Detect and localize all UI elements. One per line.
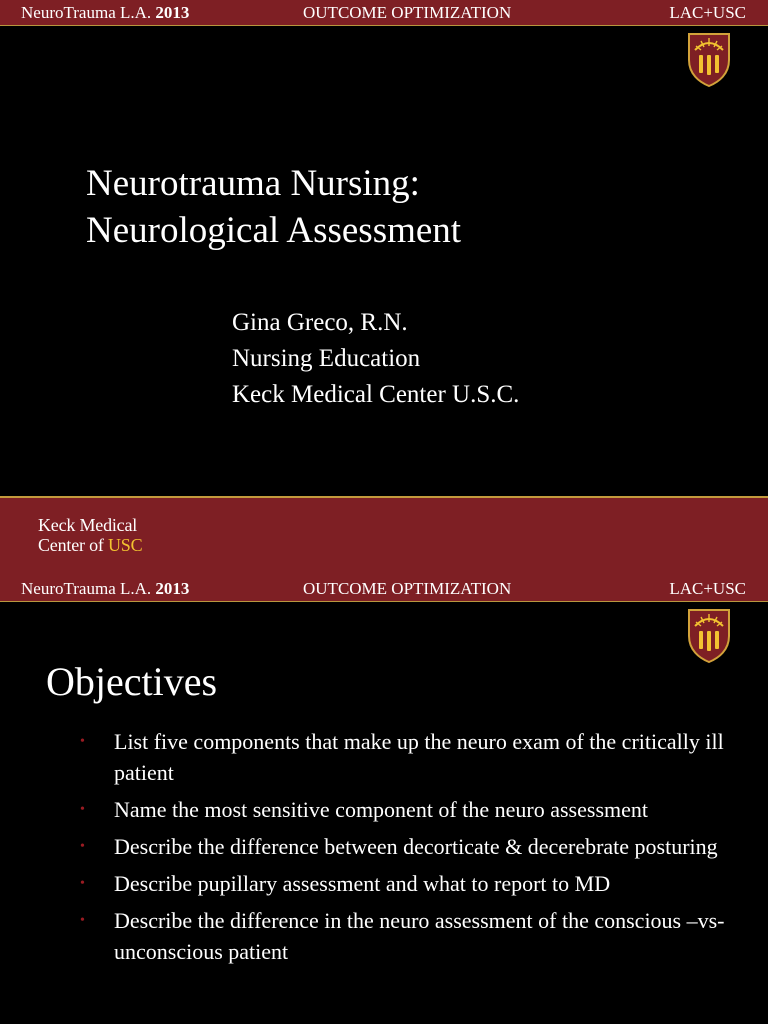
logo-usc: USC: [107, 535, 143, 555]
bullet-icon: •: [80, 802, 85, 817]
author-name: Gina Greco, R.N.: [232, 309, 408, 336]
header-left-text: [21, 576, 189, 601]
author-block: [232, 305, 519, 413]
slide-title: [86, 160, 461, 254]
title-line-1: Neurotrauma Nursing:: [86, 163, 420, 204]
objective-text: Describe the difference in the neuro assessment of the conscious –vs- unconscious patient: [114, 908, 725, 964]
header-right-text: LAC+USC: [669, 579, 746, 598]
logo-line-1: Keck Medical: [38, 515, 138, 535]
title-line-2: Neurological Assessment: [86, 210, 462, 251]
objective-text: List five components that make up the neuro exam of the critically ill patient: [114, 729, 724, 785]
header-center-text: OUTCOME OPTIMIZATION: [303, 3, 512, 22]
bullet-icon: •: [80, 839, 85, 854]
bullet-icon: •: [80, 876, 85, 891]
objective-text: Name the most sensitive component of the neuro assessment: [114, 797, 648, 822]
objective-item: [80, 868, 750, 899]
objectives-list: [80, 726, 750, 973]
header-year: 2013: [155, 579, 190, 598]
objective-item: [80, 794, 750, 825]
bullet-icon: •: [80, 913, 85, 928]
header-center-text: OUTCOME OPTIMIZATION: [303, 579, 512, 598]
logo-line-2: [38, 535, 142, 555]
footer-band: [0, 496, 768, 576]
logo-center-of: Center of: [38, 535, 108, 555]
author-department: Nursing Education: [232, 345, 421, 372]
objective-item: [80, 905, 750, 967]
objective-item: [80, 831, 750, 862]
slide-header: [0, 576, 768, 602]
usc-seal-crest-icon: [685, 606, 733, 664]
objective-text: Describe the difference between decorticate & decerebrate posturing: [114, 834, 718, 859]
usc-seal-crest-icon: [685, 30, 733, 88]
header-left-prefix: NeuroTrauma L.A.: [21, 3, 156, 22]
header-year: 2013: [155, 3, 190, 22]
objectives-slide: [0, 576, 768, 1024]
objective-text: Describe pupillary assessment and what to report to MD: [114, 871, 611, 896]
header-left-text: [21, 0, 189, 25]
objectives-title: Objectives: [46, 659, 218, 704]
header-right-text: LAC+USC: [669, 3, 746, 22]
slide-header: [0, 0, 768, 26]
header-left-prefix: NeuroTrauma L.A.: [21, 579, 156, 598]
author-institution: Keck Medical Center U.S.C.: [232, 381, 520, 408]
keck-medical-logo: [38, 515, 142, 555]
objective-item: [80, 726, 750, 788]
bullet-icon: •: [80, 734, 85, 749]
